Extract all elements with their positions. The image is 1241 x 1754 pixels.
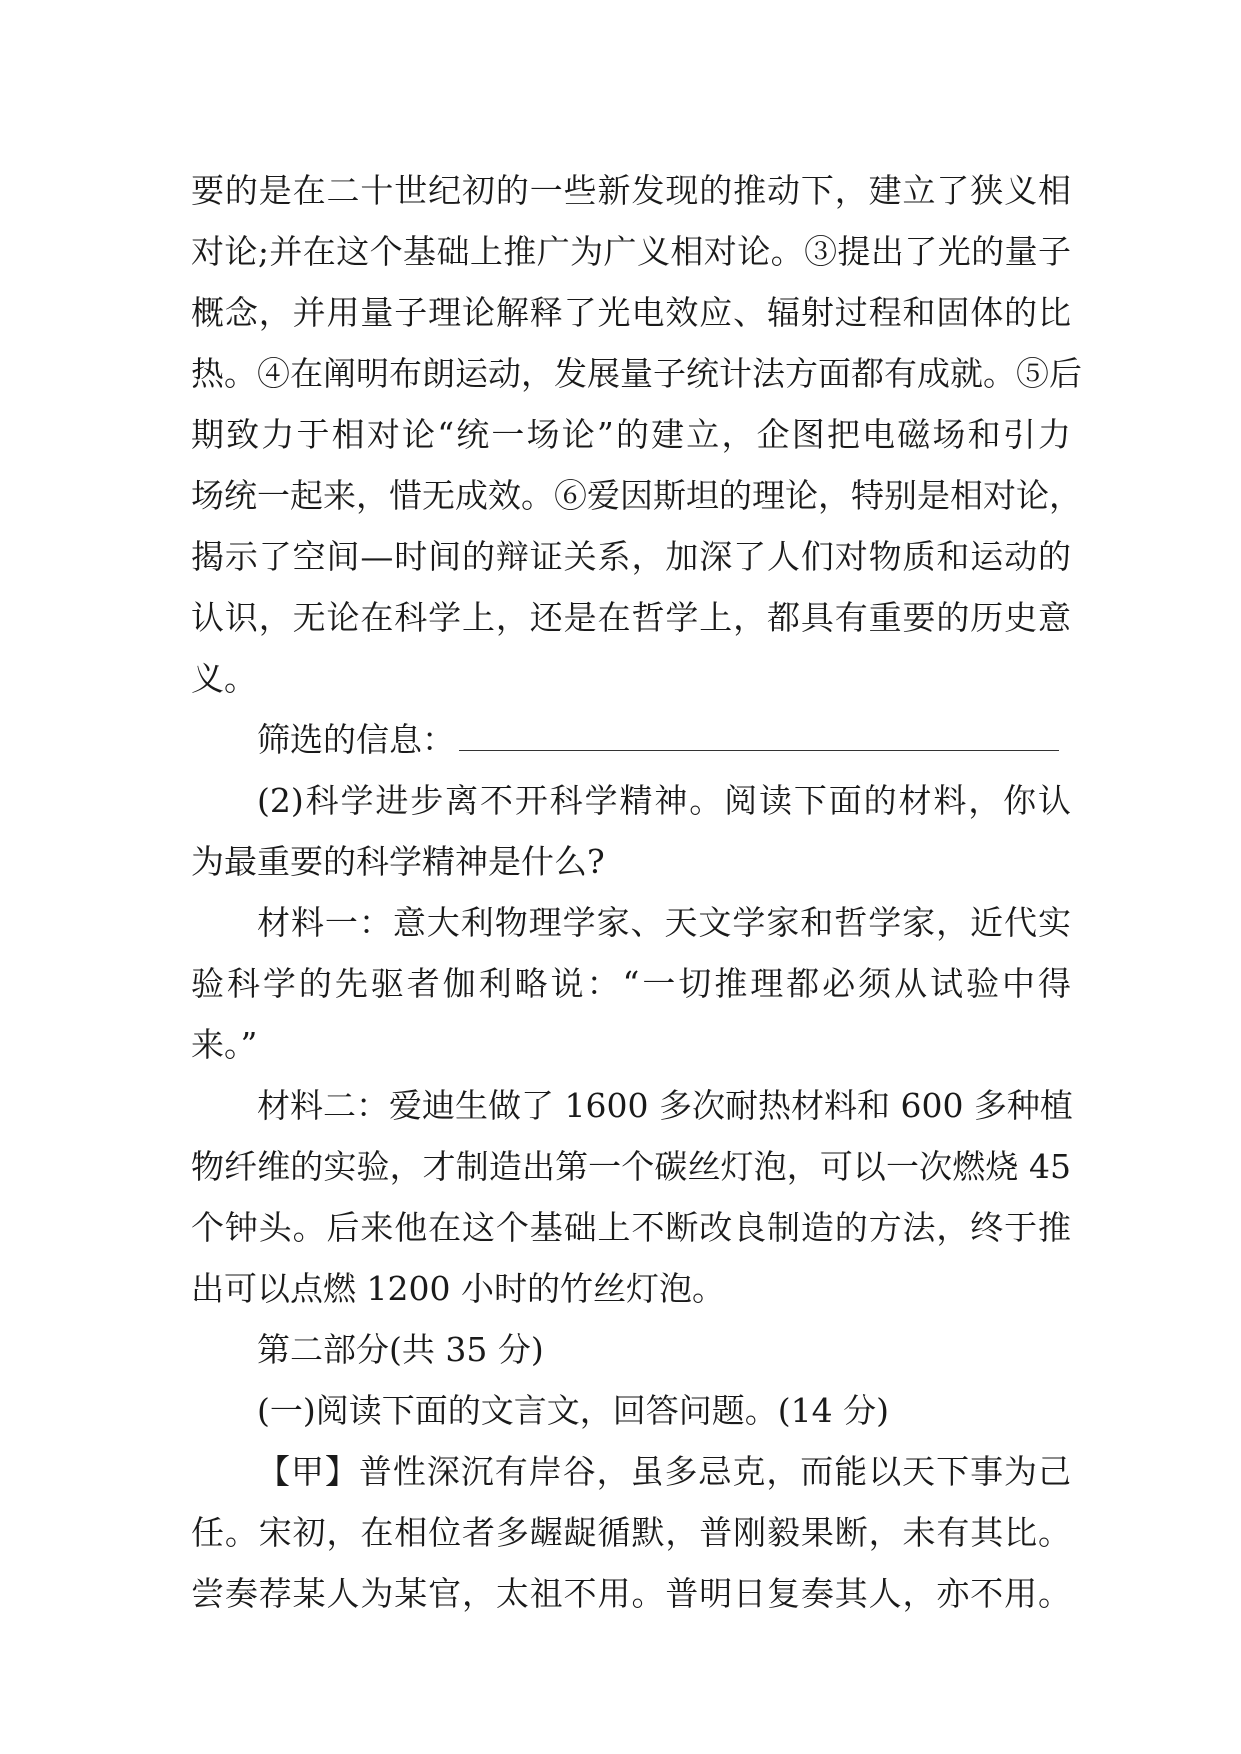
- text-line: 出可以点燃 1200 小时的竹丝灯泡。: [191, 1269, 725, 1308]
- text-line: 期致力于相对论“统一场论”的建立，企图把电磁场和引力: [191, 415, 1071, 454]
- text-line: 任。宋初，在相位者多龌龊循默，普刚毅果断，未有其比。: [191, 1513, 1071, 1552]
- text-line: 对论;并在这个基础上推广为广义相对论。③提出了光的量子: [191, 232, 1071, 271]
- answer-prompt-label: 筛选的信息：: [257, 720, 455, 759]
- text-line: 认识，无论在科学上，还是在哲学上，都具有重要的历史意: [191, 598, 1071, 637]
- answer-prompt-line: [191, 709, 1071, 770]
- answer-blank[interactable]: [459, 720, 1059, 751]
- text-line: 【甲】普性深沉有岸谷，虽多忌克，而能以天下事为己: [257, 1452, 1071, 1491]
- section-heading: 第二部分(共 35 分): [257, 1330, 544, 1369]
- text-line: 材料一：意大利物理学家、天文学家和哲学家，近代实: [257, 903, 1071, 942]
- text-line: 要的是在二十世纪初的一些新发现的推动下，建立了狭义相: [191, 171, 1071, 210]
- question-heading: (一)阅读下面的文言文，回答问题。(14 分): [257, 1391, 889, 1430]
- text-line: 来。”: [191, 1025, 258, 1064]
- document-body: [191, 160, 1082, 1624]
- text-line: 验科学的先驱者伽利略说：“一切推理都必须从试验中得: [191, 964, 1071, 1003]
- text-line: 场统一起来，惜无成效。⑥爱因斯坦的理论，特别是相对论，: [191, 476, 1082, 515]
- text-line: 尝奏荐某人为某官，太祖不用。普明日复奏其人，亦不用。: [191, 1574, 1071, 1613]
- text-line: 概念，并用量子理论解释了光电效应、辐射过程和固体的比: [191, 293, 1071, 332]
- text-line: 揭示了空间—时间的辩证关系，加深了人们对物质和运动的: [191, 537, 1071, 576]
- text-line: 为最重要的科学精神是什么?: [191, 842, 605, 881]
- text-line: 个钟头。后来他在这个基础上不断改良制造的方法，终于推: [191, 1208, 1071, 1247]
- text-line: 物纤维的实验，才制造出第一个碳丝灯泡，可以一次燃烧 45: [191, 1147, 1071, 1186]
- text-line: 材料二：爱迪生做了 1600 多次耐热材料和 600 多种植: [257, 1086, 1073, 1125]
- text-line: 义。: [191, 659, 257, 698]
- text-line: (2)科学进步离不开科学精神。阅读下面的材料，你认: [257, 781, 1071, 820]
- text-line: 热。④在阐明布朗运动，发展量子统计法方面都有成就。⑤后: [191, 354, 1082, 393]
